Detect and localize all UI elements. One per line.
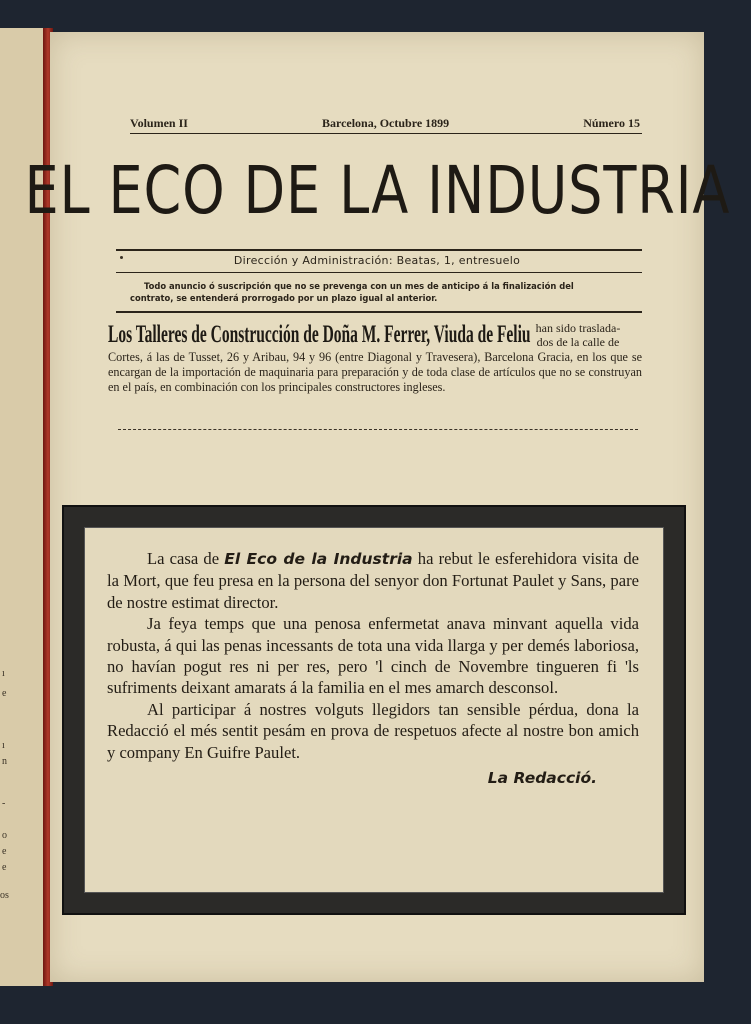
advertisement — [108, 321, 642, 395]
obituary-signature: La Redacció. — [487, 769, 597, 788]
newspaper-name: El Eco de la Industria — [224, 550, 413, 568]
subscription-notice — [130, 280, 642, 304]
facing-page-fragment: e — [2, 846, 7, 857]
header-rule — [130, 133, 642, 134]
facing-page-fragment: e — [2, 862, 7, 873]
facing-page-fragment: os — [0, 890, 9, 901]
notice-rule — [116, 311, 642, 313]
obituary-frame — [62, 505, 686, 915]
facing-page-fragment: o — [2, 830, 7, 841]
direction-line: Dirección y Administración: Beatas, 1, entresuelo — [233, 254, 521, 267]
place-date: Barcelona, Octubre 1899 — [321, 116, 450, 130]
masthead — [24, 144, 730, 236]
obituary-paragraph-2: Ja feya temps que una penosa enfermetat anava minvant aquella vida robusta, á qui las penas incessants de tota una vida llarga y per demés laboriosa, no havían pogut res ni per res, pero 'l cinch de Novembre tingueren fi 'ls sufriments deixant amarats á la familia en el mes amarch desconsol. — [107, 614, 639, 698]
obituary-paragraph-3: Al participar á nostres volguts llegidors tan sensible pérdua, dona la Redacció el més sentit pesám en prova de respetuos afecte al nostre bon amich y company En Guifre Paulet. — [107, 699, 639, 762]
facing-page-fragment: ı — [2, 740, 5, 751]
direction-rule — [116, 272, 642, 273]
facing-page-fragment: - — [2, 798, 6, 809]
ad-title: Los Talleres de Construcción de Doña M. Ferrer, Viuda de Feliu — [108, 321, 531, 348]
ad-body: Cortes, á las de Tusset, 26 y Aribau, 94 y 96 (entre Diagonal y Travesera), Barcelona Gracia, en los que se encargan de la importación de maquinaria para preparación y de toda clase de artículos que no se construyan en el país, en combinación con los principales constructores ingleses. — [108, 350, 642, 394]
facing-page-fragment: e — [2, 688, 7, 699]
newspaper-page — [24, 32, 730, 982]
obituary-panel — [84, 527, 664, 893]
facing-page-fragment: ı — [2, 668, 5, 679]
notice-line-2: contrato, se entenderá prorrogado por un plazo igual al anterior. — [130, 293, 438, 303]
notice-line-1: Todo anuncio ó suscripción que no se prevenga con un mes de anticipo á la finalización del — [144, 281, 574, 291]
ad-side-text — [514, 321, 642, 349]
issue-header — [130, 116, 640, 131]
issue-number: Número 15 — [583, 116, 640, 130]
facing-page-fragment: n — [2, 756, 7, 767]
obituary-text — [107, 548, 639, 763]
volume-label: Volumen II — [130, 116, 188, 130]
section-divider — [118, 429, 638, 430]
masthead-title: EL ECO DE LA INDUSTRIA — [24, 151, 730, 229]
masthead-rule — [116, 249, 642, 251]
obituary-paragraph-1: La casa de El Eco de la Industria ha rebut le esferehidora visita de la Mort, que feu presa en la persona del senyor don Fortunat Paulet y Sans, pare de nostre estimat director. — [107, 549, 639, 612]
ad-side-line-2: dos de la calle de — [536, 335, 620, 349]
ad-side-line-1: han sido traslada- — [535, 321, 621, 335]
